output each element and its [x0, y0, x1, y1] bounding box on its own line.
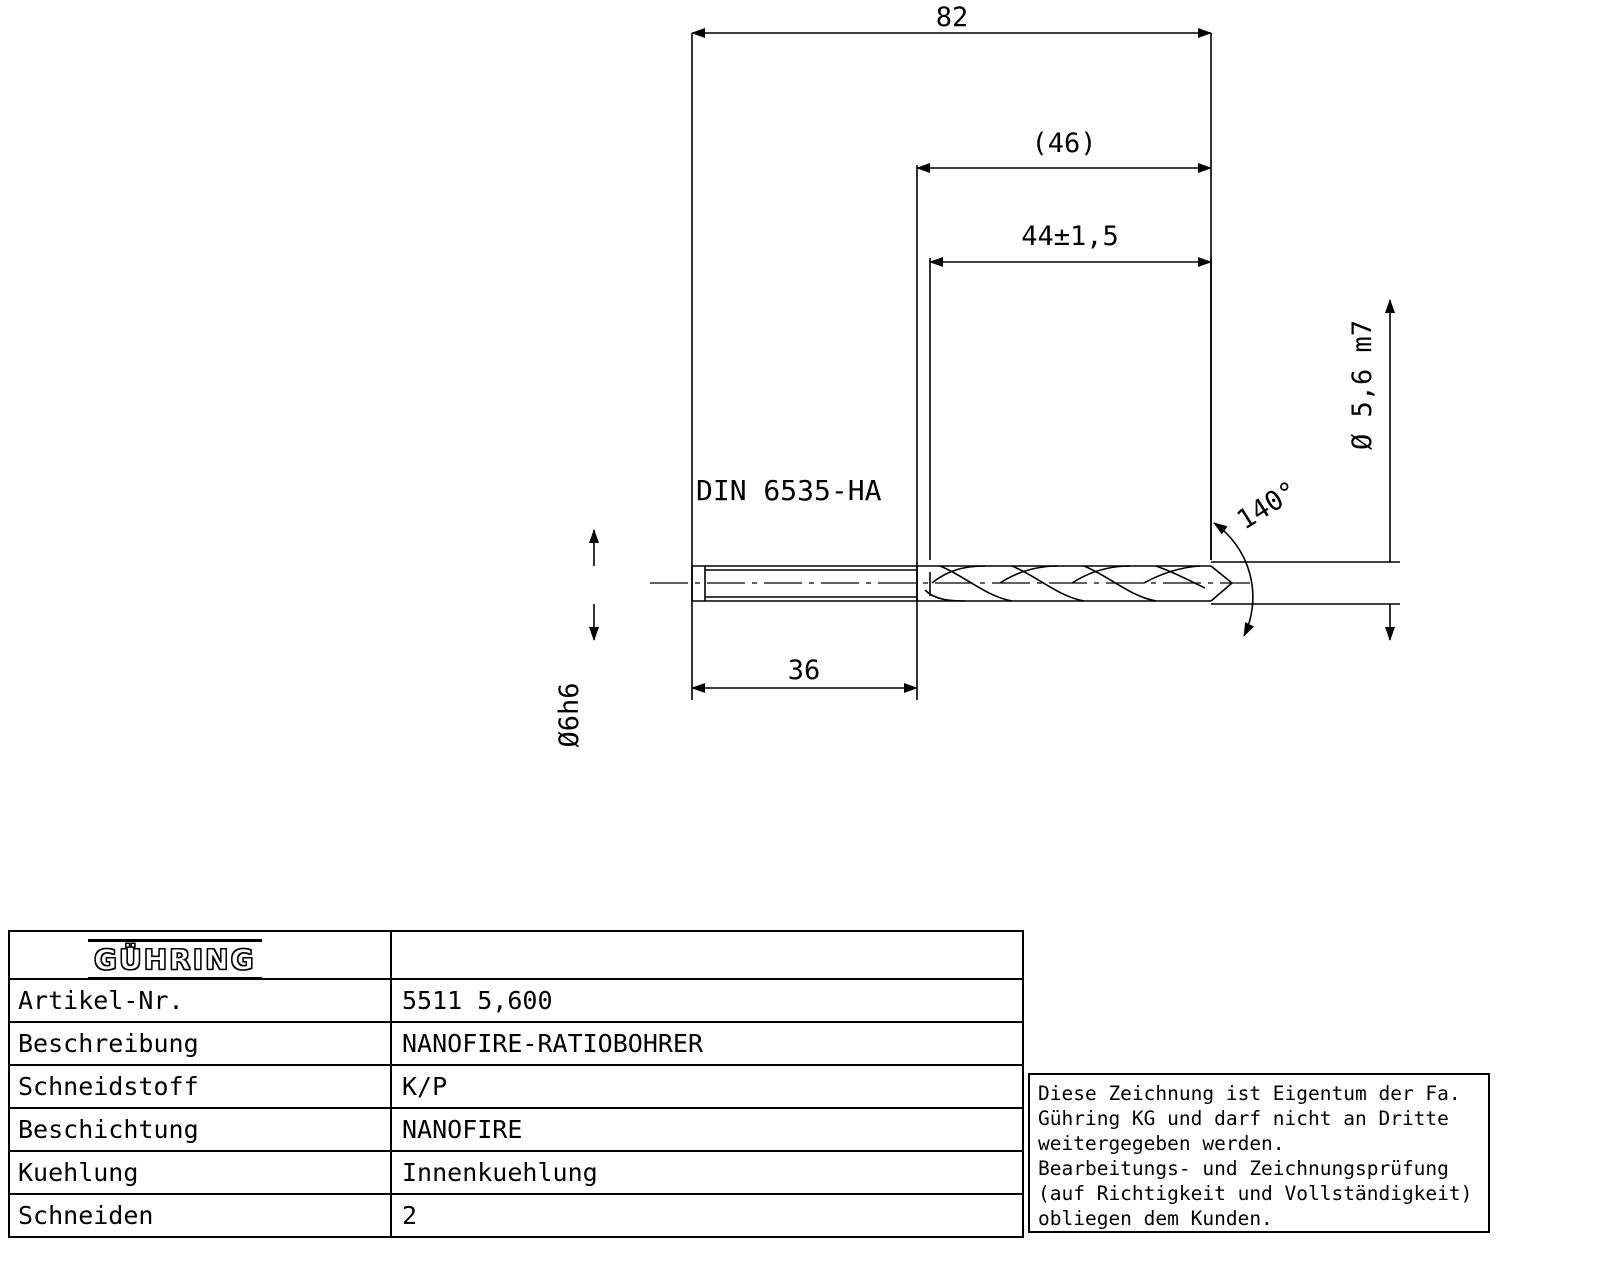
legal-line-5: (auf Richtigkeit und Vollständigkeit): [1038, 1182, 1473, 1205]
title-block-row-cutting-material: [10, 1066, 1022, 1109]
title-block-row-cooling: [10, 1152, 1022, 1195]
label-article-number: Artikel-Nr.: [10, 980, 392, 1021]
label-cutting-material: Schneidstoff: [10, 1066, 392, 1107]
value-coating: NANOFIRE: [402, 1115, 523, 1144]
logo-cell: [10, 932, 392, 978]
title-block: [8, 930, 1024, 1238]
value-article-number: 5511 5,600: [402, 986, 553, 1015]
title-block-logo-row: [10, 932, 1022, 980]
legal-line-4: Bearbeitungs- und Zeichnungsprüfung: [1038, 1157, 1449, 1180]
legal-note-box: [1028, 1073, 1490, 1233]
note-text-shank-standard: DIN 6535-HA: [696, 474, 882, 507]
title-block-row-flutes: [10, 1195, 1022, 1238]
label-flutes: Schneiden: [10, 1195, 392, 1236]
dimension-text-flute-to-shoulder: 44±1,5: [1021, 221, 1119, 252]
angle-arc-140: [1214, 523, 1253, 636]
dimension-text-tip-diameter: Ø 5,6 m7: [1347, 319, 1378, 451]
legal-line-3: weitergegeben werden.: [1038, 1132, 1285, 1155]
title-block-row-description: [10, 1023, 1022, 1066]
legal-line-6: obliegen dem Kunden.: [1038, 1207, 1273, 1230]
dimension-text-reference-length: (46): [1031, 128, 1097, 159]
dimension-text-shank-diameter: Ø6h6: [554, 682, 585, 748]
value-cooling: Innenkuehlung: [402, 1158, 598, 1187]
legal-line-2: Gühring KG und darf nicht an Dritte: [1038, 1107, 1449, 1130]
dimension-text-shank-length: 36: [787, 655, 821, 686]
value-cutting-material: K/P: [402, 1072, 448, 1101]
dimension-text-overall-length: 82: [935, 2, 969, 33]
label-coating: Beschichtung: [10, 1109, 392, 1150]
guhring-logo: [88, 939, 262, 978]
value-flutes: 2: [402, 1201, 418, 1230]
title-block-row-coating: [10, 1109, 1022, 1152]
flute-helix-8: [1144, 566, 1200, 583]
label-cooling: Kuehlung: [10, 1152, 392, 1193]
title-block-row-article: [10, 980, 1022, 1023]
flute-helix-9: [925, 590, 965, 601]
dimension-text-point-angle: 140°: [1231, 475, 1304, 537]
value-description: NANOFIRE-RATIOBOHRER: [402, 1029, 704, 1058]
legal-line-1: Diese Zeichnung ist Eigentum der Fa.: [1038, 1082, 1461, 1105]
logo-right-empty-cell: [392, 932, 1022, 978]
logo-text: GÜHRING: [94, 943, 256, 976]
label-description: Beschreibung: [10, 1023, 392, 1064]
